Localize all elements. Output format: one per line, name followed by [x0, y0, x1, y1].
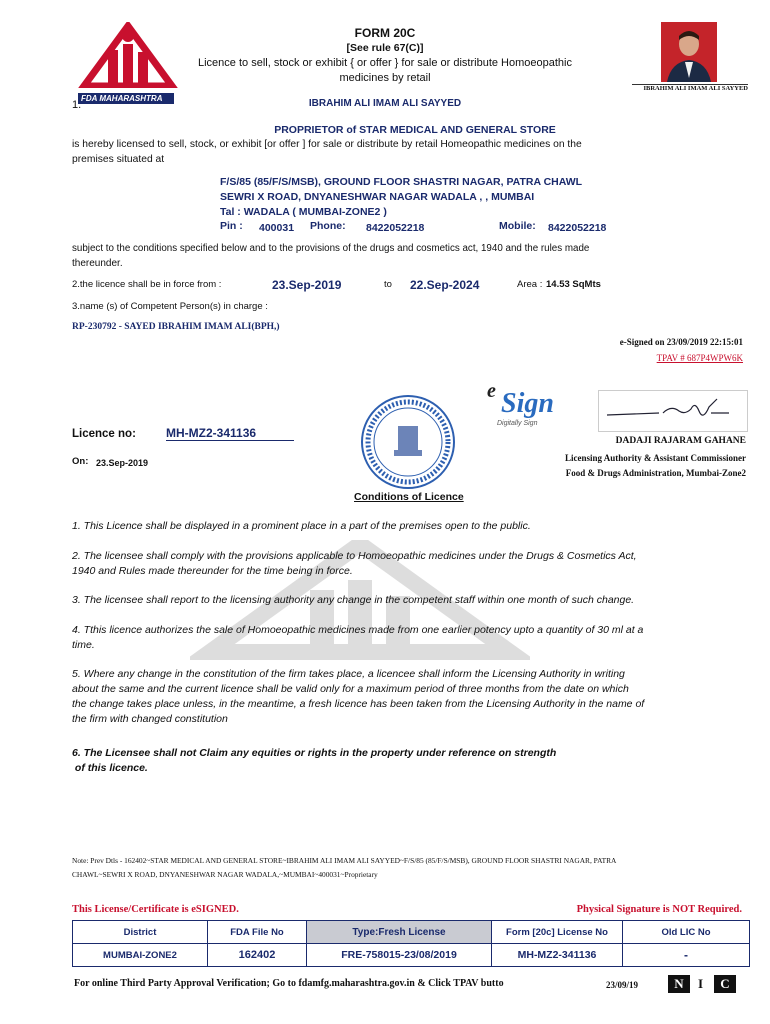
- valid-to-date: 22.Sep-2024: [410, 278, 480, 292]
- authority-name: DADAJI RAJARAM GAHANE: [615, 436, 746, 446]
- condition-5d: the firm with changed constitution: [72, 713, 228, 725]
- condition-2a: 2. The licensee shall comply with the provisions applicable to Homoeopathic medicines under the Drugs & Cosmetics Act,: [72, 550, 637, 562]
- note-line-2: CHAWL~SEWRI X ROAD, DNYANESHWAR NAGAR WADALA,~MUMBAI~400031~Proprietary: [72, 870, 378, 879]
- logo-text: FDA MAHARASHTRA: [78, 93, 174, 104]
- footer-table-value-row: [73, 944, 750, 967]
- condition-1: 1. This Licence shall be displayed in a prominent place in a part of the premises open to the public.: [72, 520, 531, 532]
- esign-logo-e: e: [487, 380, 496, 402]
- condition-6a: 6. The Licensee shall not Claim any equities or rights in the property under reference on strength: [72, 747, 557, 759]
- official-seal: [358, 392, 458, 492]
- footer-table: [72, 920, 750, 967]
- force-label: 2.the licence shall be in force from :: [72, 279, 222, 290]
- mobile-value: 8422052218: [548, 222, 607, 234]
- pin-value: 400031: [259, 222, 295, 234]
- footer-value-license-no: MH-MZ2-341136: [492, 944, 623, 967]
- taluka-line: Tal : WADALA ( MUMBAI-ZONE2 ): [220, 206, 387, 218]
- esigned-on: e-Signed on 23/09/2019 22:15:01: [619, 337, 743, 347]
- footer-header-file-no: FDA File No: [208, 921, 307, 944]
- condition-5a: 5. Where any change in the constitution of the firm takes place, a licencee shall inform the Licensing Authority in writing: [72, 668, 625, 680]
- competent-label: 3.name (s) of Competent Person(s) in charge :: [72, 301, 268, 312]
- note-line-1: Note: Prev Dtls - 162402~STAR MEDICAL AND GENERAL STORE~IBRAHIM ALI IMAM ALI SAYYED~F/S/85 (85/F/S/MSB), GROUND FLOOR SHASTRI NAGAR, PATRA: [72, 856, 617, 865]
- footer-header-license-no: Form [20c] License No: [492, 921, 623, 944]
- condition-4a: 4. Tthis licence authorizes the sale of Homoeopathic medicines made from one earlier potency upto a quantity of 30 ml at a: [72, 624, 644, 636]
- subject-text-1: subject to the conditions specified below and to the provisions of the drugs and cosmetics act, 1940 and the rules made: [72, 243, 590, 254]
- phone-value: 8422052218: [366, 222, 425, 234]
- area-label: Area :: [517, 279, 543, 290]
- footer-table-header-row: [73, 921, 750, 944]
- competent-person: RP-230792 - SAYED IBRAHIM IMAM ALI(BPH,): [72, 322, 280, 332]
- authority-title-2: Food & Drugs Administration, Mumbai-Zone2: [565, 468, 746, 478]
- valid-from-date: 23.Sep-2019: [272, 278, 342, 292]
- photo-caption: IBRAHIM ALI IMAM ALI SAYYED: [632, 84, 748, 92]
- form-title: FORM 20C: [354, 26, 416, 40]
- to-label: to: [384, 279, 392, 290]
- licensee-photo: [661, 22, 717, 82]
- footer-value-type: FRE-758015-23/08/2019: [307, 944, 492, 967]
- pin-label: Pin :: [220, 220, 243, 232]
- authority-title-1: Licensing Authority & Assistant Commissioner: [564, 453, 746, 463]
- footer-header-old-lic: Old LIC No: [623, 921, 750, 944]
- esign-logo-sign: Sign: [501, 388, 554, 419]
- person-photo-icon: [661, 22, 717, 82]
- proprietor-line: PROPRIETOR of STAR MEDICAL AND GENERAL STORE: [274, 124, 556, 136]
- form-rule: [See rule 67(C)]: [346, 42, 424, 54]
- subject-text-2: thereunder.: [72, 258, 123, 269]
- condition-4b: time.: [72, 639, 95, 651]
- esigned-notice: This License/Certificate is eSIGNED.: [72, 904, 239, 915]
- nic-logo-n: N: [668, 975, 690, 993]
- condition-5b: about the same and the current licence shall be valid only for a maximum period of three months from the date on which: [72, 683, 629, 695]
- form-description-1: Licence to sell, stock or exhibit { or offer } for sale or distribute Homoeopathic: [198, 57, 572, 69]
- nic-logo: [668, 975, 738, 995]
- licence-no-value: MH-MZ2-341136: [166, 426, 294, 441]
- nic-logo-c: C: [714, 975, 736, 993]
- esign-logo: [487, 380, 582, 430]
- nic-logo-i: I: [698, 976, 704, 991]
- verification-text: For online Third Party Approval Verification; Go to fdamfg.maharashtra.gov.in & Click TPAV butto: [74, 978, 504, 989]
- footer-value-old-lic: -: [623, 944, 750, 967]
- footer-header-type: Type:Fresh License: [307, 921, 492, 944]
- physical-signature-notice: Physical Signature is NOT Required.: [576, 904, 742, 915]
- esign-logo-sub: Digitally Sign: [497, 420, 538, 427]
- tpav-number: TPAV # 687P4WPW6K: [656, 353, 743, 363]
- condition-6b: of this licence.: [72, 762, 148, 774]
- address-line-2: SEWRI X ROAD, DNYANESHWAR NAGAR WADALA , , MUMBAI: [220, 191, 535, 203]
- licence-no-label: Licence no:: [72, 428, 136, 440]
- conditions-heading: Conditions of Licence: [354, 491, 464, 503]
- area-value: 14.53 SqMts: [546, 279, 601, 290]
- phone-label: Phone:: [310, 220, 346, 232]
- condition-2b: 1940 and Rules made thereunder for the time being in force.: [72, 565, 353, 577]
- signature-icon: [599, 391, 747, 431]
- footer-header-district: District: [73, 921, 208, 944]
- licence-on-label: On:: [72, 456, 89, 467]
- footer-value-district: MUMBAI-ZONE2: [73, 944, 208, 967]
- licence-on-value: 23.Sep-2019: [96, 458, 149, 468]
- seal-icon: [358, 392, 458, 492]
- authority-signature: [598, 390, 748, 432]
- condition-5c: the change takes place unless, in the meantime, a fresh licence has been taken from the Licensing Authority in the name of: [72, 698, 645, 710]
- footer-value-file-no: 162402: [208, 944, 307, 967]
- footer-date: 23/09/19: [606, 980, 639, 990]
- licensee-name: IBRAHIM ALI IMAM ALI SAYYED: [308, 98, 462, 109]
- item-number: 1.: [72, 99, 82, 111]
- form-description-2: medicines by retail: [339, 72, 431, 84]
- condition-3: 3. The licensee shall report to the licensing authority any change in the competent staff within one month of such change.: [72, 594, 635, 606]
- mobile-label: Mobile:: [499, 220, 536, 232]
- licensed-text-2: premises situated at: [72, 154, 165, 165]
- licensed-text-1: is hereby licensed to sell, stock, or exhibit [or offer ] for sale or distribute by retail Homeopathic medicines on the: [72, 139, 582, 150]
- address-line-1: F/S/85 (85/F/S/MSB), GROUND FLOOR SHASTRI NAGAR, PATRA CHAWL: [220, 176, 583, 188]
